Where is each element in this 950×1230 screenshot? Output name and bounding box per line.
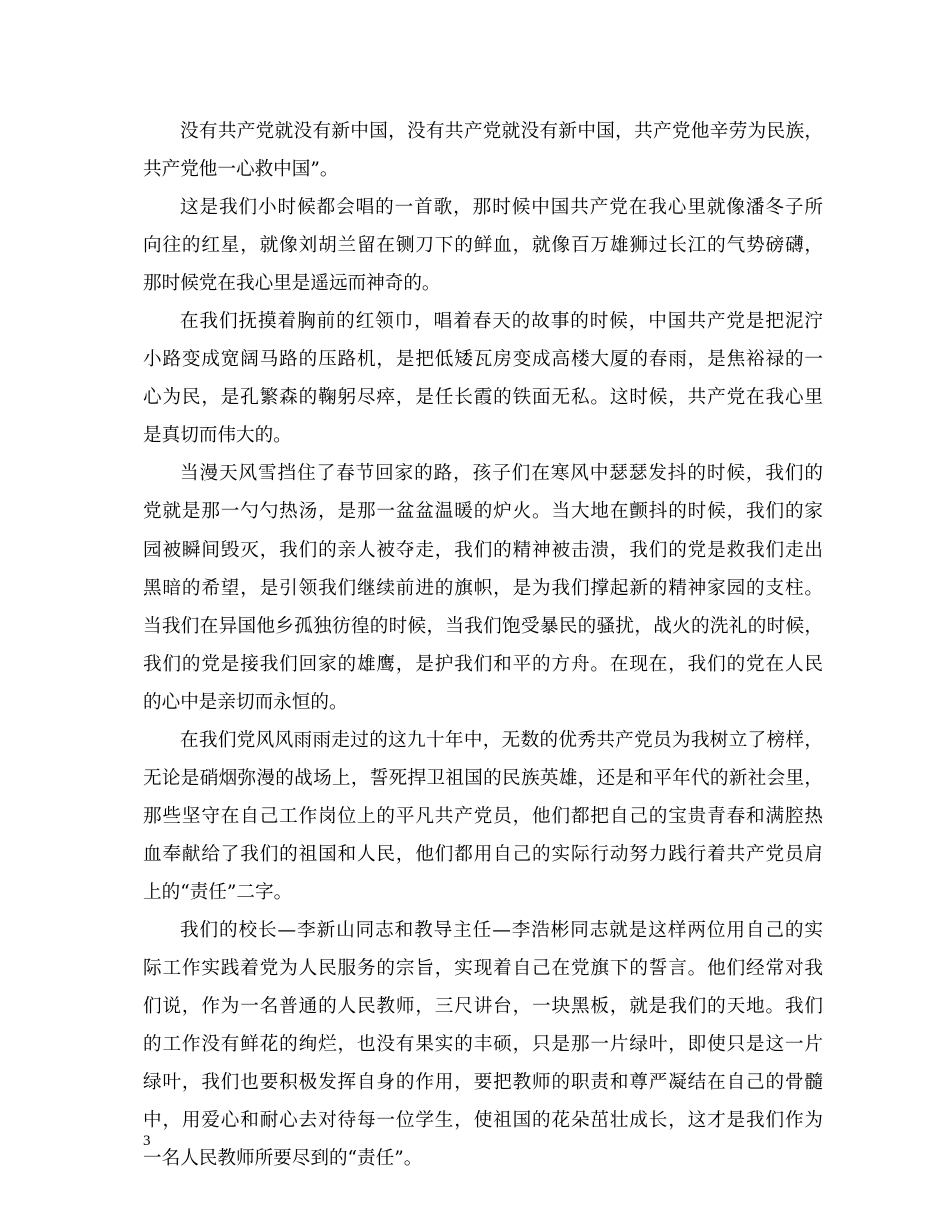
text-line: 园被瞬间毁灭，我们的亲人被夺走，我们的精神被击溃，我们的党是救我们走出: [143, 539, 823, 561]
text-line: 没有共产党就没有新中国，没有共产党就没有新中国，共产党他辛劳为民族，: [180, 121, 823, 142]
text-line: 上的“责任”二字。: [143, 881, 293, 903]
text-line: 心为民，是孔繁森的鞠躬尽瘁，是任长霞的铁面无私。这时候，共产党在我心里: [143, 387, 823, 409]
text-line: 一名人民教师所要尽到的“责任”。: [143, 1148, 423, 1170]
text-line: 际工作实践着党为人民服务的宗旨，实现着自己在党旗下的誓言。他们经常对我: [143, 958, 823, 980]
text-line: 向往的红星，就像刘胡兰留在铡刀下的鲜血，就像百万雄狮过长江的气势磅礴，: [143, 235, 823, 257]
body-text: [143, 113, 823, 1178]
text-line: 这是我们小时候都会唱的一首歌，那时候中国共产党在我心里就像潘冬子所: [180, 197, 823, 219]
text-line: 们说，作为一名普通的人民教师，三尺讲台，一块黑板，就是我们的天地。我们: [143, 996, 823, 1018]
text-line: 当漫天风雪挡住了春节回家的路，孩子们在寒风中瑟瑟发抖的时候，我们的: [180, 463, 823, 485]
text-line: 的心中是亲切而永恒的。: [143, 691, 348, 713]
text-line: 黑暗的希望，是引领我们继续前进的旗帜，是为我们撑起新的精神家园的支柱。: [143, 577, 823, 599]
text-line: 绿叶，我们也要积极发挥自身的作用，要把教师的职责和尊严凝结在自己的骨髓: [143, 1072, 823, 1094]
text-line: 血奉献给了我们的祖国和人民，他们都用自己的实际行动努力践行着共产党员肩: [143, 843, 823, 865]
text-line: 我们的党是接我们回家的雄鹰，是护我们和平的方舟。在现在，我们的党在人民: [143, 653, 823, 675]
text-line: 小路变成宽阔马路的压路机，是把低矮瓦房变成高楼大厦的春雨，是焦裕禄的一: [143, 349, 823, 371]
text-line: 是真切而伟大的。: [143, 425, 292, 447]
text-line: 那时候党在我心里是遥远而神奇的。: [143, 273, 441, 295]
text-line: 无论是硝烟弥漫的战场上，誓死捍卫祖国的民族英雄，还是和平年代的新社会里，: [143, 767, 823, 789]
text-line: 共产党他一心救中国”。: [143, 159, 339, 181]
text-line: 在我们党风风雨雨走过的这九十年中，无数的优秀共产党员为我树立了榜样，: [180, 729, 823, 751]
page-number: 3: [143, 1133, 151, 1149]
text-line: 在我们抚摸着胸前的红领巾，唱着春天的故事的时候，中国共产党是把泥泞: [180, 311, 823, 333]
text-line: 当我们在异国他乡孤独彷徨的时候，当我们饱受暴民的骚扰，战火的洗礼的时候，: [143, 615, 823, 637]
text-line: 中，用爱心和耐心去对待每一位学生，使祖国的花朵茁壮成长，这才是我们作为: [143, 1110, 823, 1132]
text-line: 我们的校长—李新山同志和教导主任—李浩彬同志就是这样两位用自己的实: [180, 919, 823, 941]
text-line: 党就是那一勺勺热汤，是那一盆盆温暖的炉火。当大地在颤抖的时候，我们的家: [143, 501, 823, 523]
text-line: 那些坚守在自己工作岗位上的平凡共产党员，他们都把自己的宝贵青春和满腔热: [143, 805, 823, 827]
text-line: 的工作没有鲜花的绚烂，也没有果实的丰硕，只是那一片绿叶，即使只是这一片: [143, 1034, 823, 1056]
